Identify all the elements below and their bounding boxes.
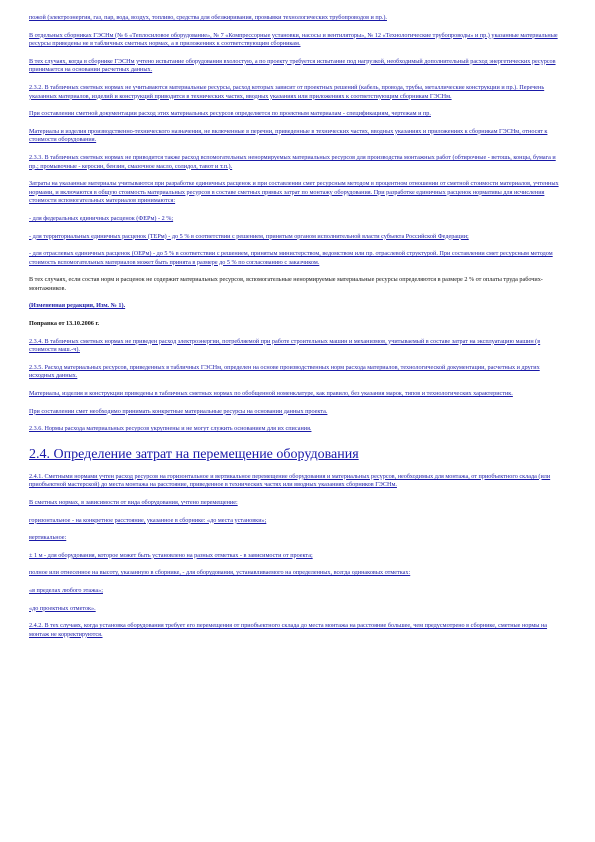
paragraph[interactable]: Материалы и изделия производственно-технического назначения, не включенные в перечни, приведенные в технических частях, вводных указаниях и приложениях к сборникам ГЭСНм, относят к стоимости оборудования. (29, 127, 548, 144)
paragraph[interactable]: «в пределах любого этажа»; (29, 586, 103, 594)
paragraph[interactable]: В отдельных сборниках ГЭСНм (№ 6 «Теплосиловое оборудование», № 7 «Компрессорные установки, насосы и вентиляторы», № 12 «Технологические трубопроводы» и пр.) указанные материальные ресурсы приведены не в табличных сметных нормах, а в приложениях к соответствующим сборникам. (29, 31, 558, 48)
paragraph[interactable]: - для федеральных единичных расценок (ФЕРм) - 2 %; (29, 214, 174, 222)
paragraphs-after-heading (29, 473, 562, 640)
paragraph[interactable]: ± 1 м - для оборудования, которое может быть установлено на разных отметках - в зависимости от проекта; (29, 551, 313, 559)
paragraph[interactable]: 2.3.5. Расход материальных ресурсов, приведенных в табличных ГЭСНм, определен на основе производственных норм расхода материалов, технологической документации, расчетных и других исходных данных. (29, 363, 540, 380)
paragraph[interactable]: 2.4.2. В тех случаях, когда установка оборудования требует его перемещения от приобъектного склада до места монтажа на расстояние большее, чем предусмотрено в сборнике, сметные нормы на монтаж не корректируются. (29, 622, 548, 638)
paragraph: Поправка от 13.10.2006 г. (29, 320, 100, 328)
paragraph[interactable]: Затраты на указанные материалы учитываются при разработке единичных расценок и при составлении смет ресурсным методом в процентном отношении от сметной стоимости материалов, учтенных нормами, и включаются в общую стоимость материальных ресурсов в составе сметных прямых затрат по монтажу оборудования. При разработке единичных расценок нормативы для исчисления стоимости вспомогательных материалов принимаются: (29, 180, 559, 205)
paragraph[interactable]: 2.3.6. Нормы расхода материальных ресурсов укрупнены и не могут служить основанием для их списания. (29, 425, 312, 433)
paragraph[interactable]: - для отраслевых единичных расценок (ОЕРм) - до 5 % в соответствии с решением, принятым министерством, ведомством или пр. отраслевой структурой. При составлении смет ресурсным методом стоимость вспомогательных материалов может быть принята в размере до 5 % по согласованию с заказчиком. (29, 250, 553, 266)
paragraph[interactable]: В сметных нормах, в зависимости от вида оборудования, учтено перемещение: (29, 499, 238, 506)
paragraph[interactable]: «до проектных отметок». (29, 604, 96, 612)
paragraph[interactable]: При составлении сметной документации расход этих материальных ресурсов определяется по проектным материалам - спецификациям, чертежам и пр. (29, 110, 431, 118)
paragraph: В тех случаях, если состав норм и расценок не содержит материальных ресурсов, вспомогательные ненормируемые материальные ресурсы определяются в размере 2 % от оплаты труда рабочих-монтажников. (29, 276, 543, 292)
paragraph[interactable]: полное или отнесенное на высоту, указанную в сборнике, - для оборудования, устанавливаемого на определенных, всегда одинаковых отметках: (29, 569, 411, 577)
paragraph[interactable]: При составлении смет необходимо принимать конкретные материальные ресурсы на основании данных проекта. (29, 407, 328, 415)
paragraph[interactable]: - для территориальных единичных расценок (ТЕРм) - до 5 % в соответствии с решением, принятым органом исполнительной власти субъекта Российской Федерации; (29, 232, 469, 240)
paragraph[interactable]: 2.4.1. Сметными нормами учтен расход ресурсов на горизонтальное и вертикальное перемещение оборудования и материальных ресурсов, необходимых для монтажа, от приобъектного склада (или приобъектной мастерской) до места монтажа на расстояние, приведенное в технических частях или вводных указаниях сборников ГЭСНм. (29, 472, 551, 489)
paragraph[interactable]: горизонтальное - на конкретное расстояние, указанное в сборнике: «до места установки»; (29, 516, 267, 524)
paragraph[interactable]: 2.3.3. В табличных сметных нормах не приводится также расход вспомогательных ненормируемых материальных ресурсов для производства монтажных работ (обтирочные - ветошь, концы, бумага и пр.; промывочные - керосин, бензин, смазочное масло, солидол, тавот и т.п.). (29, 153, 556, 170)
paragraph[interactable]: 2.3.2. В табличных сметных нормах не учитываются материальные ресурсы, расход которых зависит от проектных решений (кабель, провода, трубы, металлические конструкции и пр.). Перечень указанных материалов, изделий и конструкций приводится в технических частях, вводных указаниях или приложениях к соответствующим сборникам ГЭСНм. (29, 83, 545, 100)
paragraph[interactable]: вертикальное: (29, 534, 67, 542)
paragraphs-before-heading (29, 14, 562, 434)
paragraph[interactable]: 2.3.4. В табличных сметных нормах не приведен расход электроэнергии, потребляемой при работе строительных машин и механизмов, учитываемый в составе затрат на эксплуатацию машин (в стоимости маш.-ч). (29, 337, 541, 354)
paragraph[interactable]: (Измененная редакция, Изм. № 1). (29, 302, 126, 310)
section-heading-2-4[interactable]: 2.4. Определение затрат на перемещение оборудования (29, 446, 359, 462)
paragraph[interactable]: Материалы, изделия и конструкции приведены в табличных сметных нормах по обобщенной номенклатуре, как правило, без указания марок, типов и технологических характеристик. (29, 390, 513, 398)
paragraph[interactable]: пожой (электроэнергия, газ, пар, вода, воздух, топливо, средства для обезжиривания, промывки технологических трубопроводов и пр.). (29, 14, 387, 21)
paragraph[interactable]: В тех случаях, когда в сборнике ГЭСНм учтено испытание оборудования вхолостую, а по проекту требуется испытание под нагрузкой, необходимый дополнительный расход энергетических ресурсов принимается на основании расчетных данных. (29, 57, 556, 74)
